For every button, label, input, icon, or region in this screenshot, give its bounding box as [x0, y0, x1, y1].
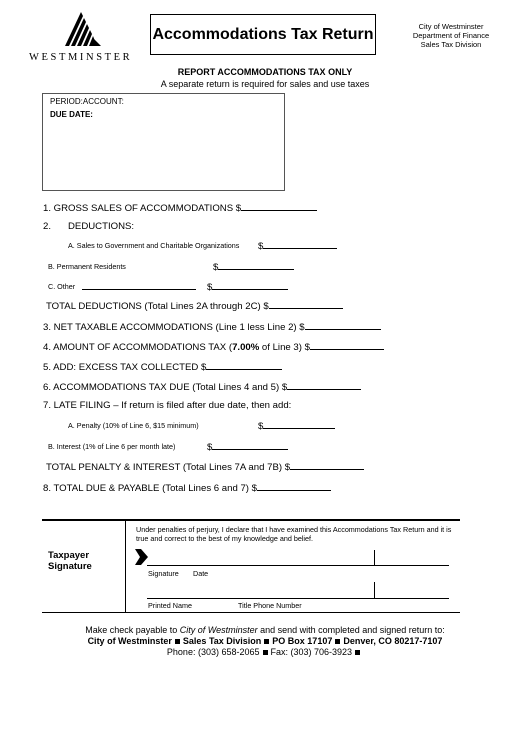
period-account-box[interactable]	[42, 93, 285, 191]
make-check-city: City of Westminster	[179, 625, 258, 635]
report-only-heading: REPORT ACCOMMODATIONS TAX ONLY	[177, 67, 353, 77]
signature-caption: Signature	[148, 569, 179, 578]
separate-return-note: A separate return is required for sales and use taxes	[160, 79, 370, 89]
line-2c-amount-field[interactable]	[212, 280, 288, 290]
contact-numbers	[0, 647, 530, 657]
total-deductions-label: TOTAL DEDUCTIONS (Total Lines 2A through 2C) $	[46, 301, 269, 312]
line-2a-amount	[258, 239, 337, 252]
line-2b-amount	[213, 260, 294, 273]
line-2c-label: C. Other	[48, 282, 76, 291]
name-phone-separator	[374, 582, 375, 598]
printed-name-field[interactable]	[147, 598, 449, 599]
line-4-label-pre: 4. AMOUNT OF ACCOMMODATIONS TAX (	[43, 342, 233, 353]
dept-line: Sales Tax Division	[420, 40, 482, 49]
line-7-late-filing: 7. LATE FILING – If return is filed after due date, then add:	[43, 400, 292, 411]
signature-block-top-rule	[42, 519, 460, 521]
line-2a-amount-field[interactable]	[263, 239, 337, 249]
line-2c-description-field[interactable]	[82, 280, 196, 290]
date-caption: Date	[193, 569, 209, 578]
line-6-label: 6. ACCOMMODATIONS TAX DUE (Total Lines 4 and 5) $	[43, 382, 288, 393]
dollar-sign: $	[207, 282, 213, 293]
dollar-sign: $	[213, 262, 219, 273]
taxpayer-label: Taxpayer	[48, 550, 90, 561]
tax-rate: 7.00%	[232, 342, 260, 353]
bullet-square-icon	[175, 639, 180, 644]
line-7a-label: A. Penalty (10% of Line 6, $15 minimum)	[68, 421, 199, 430]
mailing-address	[0, 636, 530, 646]
line-1-gross-sales	[43, 201, 317, 214]
line-4-amount-field[interactable]	[310, 340, 384, 350]
line-7b-label: B. Interest (1% of Line 6 per month late)	[48, 442, 176, 451]
total-deductions-field[interactable]	[269, 299, 343, 309]
make-check-post: and send with completed and signed return to:	[257, 625, 445, 635]
phone-number: Phone: (303) 658-2065	[166, 647, 260, 657]
line-5-amount-field[interactable]	[206, 360, 282, 370]
line-3-label: 3. NET TAXABLE ACCOMMODATIONS (Line 1 less Line 2) $	[43, 322, 305, 333]
line-2c-other-field	[82, 280, 196, 293]
line-8-amount-field[interactable]	[257, 481, 331, 491]
line-3-net-taxable	[43, 320, 381, 333]
line-2a-label: A. Sales to Government and Charitable Organizations	[68, 241, 240, 250]
line-7b-amount-field[interactable]	[212, 440, 288, 450]
perjury-declaration: Under penalties of perjury, I declare that I have examined this Accommodations Tax Return and it is true and correct to the best of my knowledge and belief.	[136, 525, 452, 543]
total-deductions	[46, 299, 343, 312]
line-8-label: 8. TOTAL DUE & PAYABLE (Total Lines 6 and 7) $	[43, 483, 258, 494]
sign-here-arrow-icon	[135, 549, 148, 570]
deductions-heading: DEDUCTIONS:	[68, 221, 135, 232]
fax-number: Fax: (303) 706-3923	[270, 647, 353, 657]
line-2b-amount-field[interactable]	[218, 260, 294, 270]
line-4-accommodations-tax	[43, 340, 384, 353]
dept-line: City of Westminster	[418, 22, 484, 31]
period-account-label: PERIOD:ACCOUNT:	[50, 97, 124, 106]
signature-block-divider	[125, 521, 126, 612]
printed-name-caption: Printed Name	[148, 601, 192, 610]
department-block	[396, 22, 506, 49]
westminster-logo-mark-icon	[61, 8, 107, 48]
signature-label: Signature	[48, 561, 92, 572]
line-7a-amount	[258, 419, 335, 432]
dollar-sign: $	[207, 442, 213, 453]
total-penalty-interest	[46, 460, 364, 473]
make-check-note	[0, 625, 530, 635]
dollar-sign: $	[258, 241, 264, 252]
make-check-pre: Make check payable to	[85, 625, 180, 635]
line-6-tax-due	[43, 380, 361, 393]
address-city: City of Westminster	[87, 636, 172, 646]
line-4-label-post: of Line 3) $	[259, 342, 310, 353]
logo-wordmark: WESTMINSTER	[29, 52, 133, 63]
line-2c-amount	[207, 280, 288, 293]
line-2b-label: B. Permanent Residents	[48, 262, 126, 271]
taxpayer-signature-heading	[48, 550, 92, 572]
line-6-amount-field[interactable]	[287, 380, 361, 390]
line-3-amount-field[interactable]	[305, 320, 381, 330]
line-2-number: 2.	[43, 221, 52, 232]
signature-block-bottom-rule	[42, 612, 460, 613]
signature-date-separator	[374, 550, 375, 565]
address-po-box: PO Box 17107	[272, 636, 333, 646]
address-city-zip: Denver, CO 80217-7107	[343, 636, 443, 646]
line-5-label: 5. ADD: EXCESS TAX COLLECTED $	[43, 362, 207, 373]
line-7a-amount-field[interactable]	[263, 419, 335, 429]
line-1-amount-field[interactable]	[241, 201, 317, 211]
total-penalty-field[interactable]	[290, 460, 364, 470]
bullet-square-icon	[263, 650, 268, 655]
line-8-total-due	[43, 481, 331, 494]
due-date-label: DUE DATE:	[50, 110, 93, 119]
bullet-square-icon	[335, 639, 340, 644]
line-1-label: 1. GROSS SALES OF ACCOMMODATIONS $	[43, 203, 242, 214]
line-5-excess-tax	[43, 360, 282, 373]
form-title: Accommodations Tax Return	[150, 14, 376, 55]
dollar-sign: $	[258, 421, 264, 432]
bullet-square-icon	[355, 650, 360, 655]
bullet-square-icon	[264, 639, 269, 644]
address-division: Sales Tax Division	[182, 636, 262, 646]
title-phone-caption: Title Phone Number	[238, 601, 302, 610]
westminster-logo	[29, 8, 146, 66]
total-penalty-label: TOTAL PENALTY & INTEREST (Total Lines 7A and 7B) $	[46, 462, 291, 473]
signature-field[interactable]	[147, 565, 449, 566]
line-7b-amount	[207, 440, 288, 453]
dept-line: Department of Finance	[412, 31, 490, 40]
